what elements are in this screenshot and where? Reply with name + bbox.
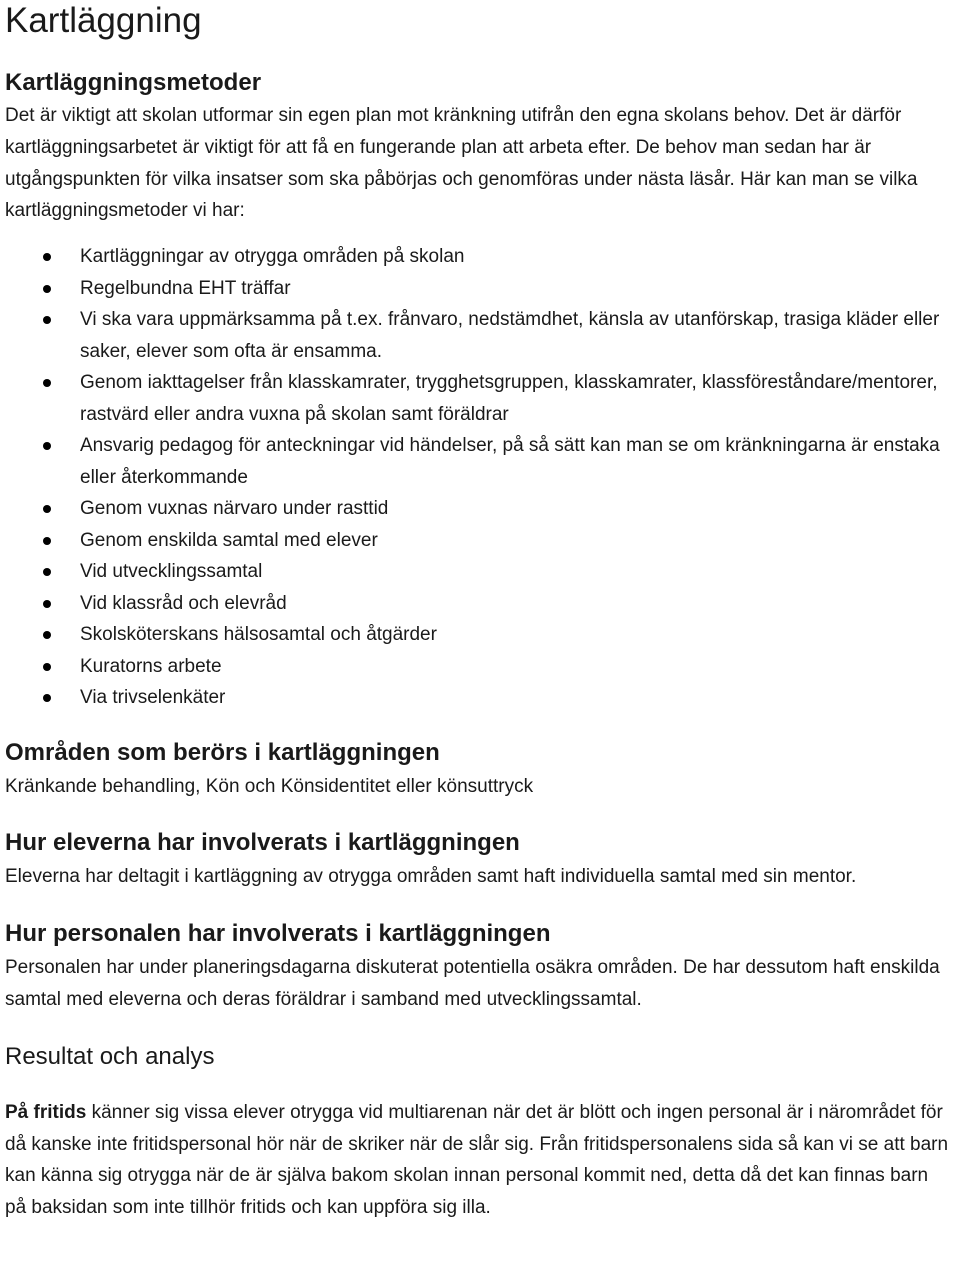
- list-item: Via trivselenkäter: [5, 682, 952, 714]
- bullet-icon: [43, 600, 51, 608]
- areas-heading: Områden som berörs i kartläggningen: [5, 738, 440, 766]
- results-text: På fritids känner sig vissa elever otrygga vid multiarenan när det är blött och ingen personal är i närområdet för då kanske inte fritidspersonal hör när de skriker när de slår sig. Från fritidspersonalens sida så kan vi se att barn kan känna sig otrygga när de är själva bakom skolan innan personal kommit ned, detta då det kan finnas barn på baksidan som inte tillhör fritids och kan uppföra sig illa.: [5, 1101, 949, 1219]
- bullet-icon: [43, 694, 51, 702]
- bullet-icon: [43, 537, 51, 545]
- staff-heading: Hur personalen har involverats i kartläggningen: [5, 920, 551, 948]
- bullet-icon: [43, 316, 51, 324]
- results-lead: På fritids: [5, 1101, 87, 1123]
- list-item: Genom vuxnas närvaro under rasttid: [5, 493, 952, 525]
- students-text: Eleverna har deltagit i kartläggning av otrygga områden samt haft individuella samtal med sin mentor.: [5, 866, 857, 888]
- list-item: Kartläggningar av otrygga områden på skolan: [5, 241, 952, 273]
- list-item: Ansvarig pedagog för anteckningar vid händelser, på så sätt kan man se om kränkningarna är enstaka eller återkommande: [5, 430, 952, 493]
- bullet-icon: [43, 442, 51, 450]
- page-title: Kartläggning: [5, 1, 202, 40]
- staff-text: Personalen har under planeringsdagarna diskuterat potentiella osäkra områden. De har dessutom haft enskilda samtal med eleverna och deras föräldrar i samband med utvecklingssamtal.: [5, 957, 940, 1011]
- bullet-icon: [43, 379, 51, 387]
- list-item: Vi ska vara uppmärksamma på t.ex. frånvaro, nedstämdhet, känsla av utanförskap, trasiga kläder eller saker, elever som ofta är ensamma.: [5, 304, 952, 367]
- areas-text: Kränkande behandling, Kön och Könsidentitet eller könsuttryck: [5, 775, 534, 797]
- methods-list: [5, 241, 952, 714]
- list-item: Vid utvecklingssamtal: [5, 556, 952, 588]
- methods-heading: Kartläggningsmetoder: [5, 69, 262, 96]
- list-item: Skolsköterskans hälsosamtal och åtgärder: [5, 619, 952, 651]
- list-item: Genom iakttagelser från klasskamrater, trygghetsgruppen, klasskamrater, klassföreståndare/mentorer, rastvärd eller andra vuxna på skolan samt föräldrar: [5, 367, 952, 430]
- list-item: Genom enskilda samtal med elever: [5, 525, 952, 557]
- bullet-icon: [43, 568, 51, 576]
- bullet-icon: [43, 285, 51, 293]
- list-item: Vid klassråd och elevråd: [5, 588, 952, 620]
- bullet-icon: [43, 253, 51, 261]
- bullet-icon: [43, 663, 51, 671]
- bullet-icon: [43, 631, 51, 639]
- methods-intro: Det är viktigt att skolan utformar sin egen plan mot kränkning utifrån den egna skolans behov. Det är därför kartläggningsarbetet är viktigt för att få en fungerande plan att arbeta efter. De behov man sedan har är utgångspunkten för vilka insatser som ska påbörjas och genomföras under nästa läsår. Här kan man se vilka kartläggningsmetoder vi har:: [5, 105, 918, 222]
- list-item: Kuratorns arbete: [5, 651, 952, 683]
- results-heading: Resultat och analys: [5, 1042, 215, 1070]
- bullet-icon: [43, 505, 51, 513]
- list-item: Regelbundna EHT träffar: [5, 273, 952, 305]
- students-heading: Hur eleverna har involverats i kartläggningen: [5, 829, 520, 857]
